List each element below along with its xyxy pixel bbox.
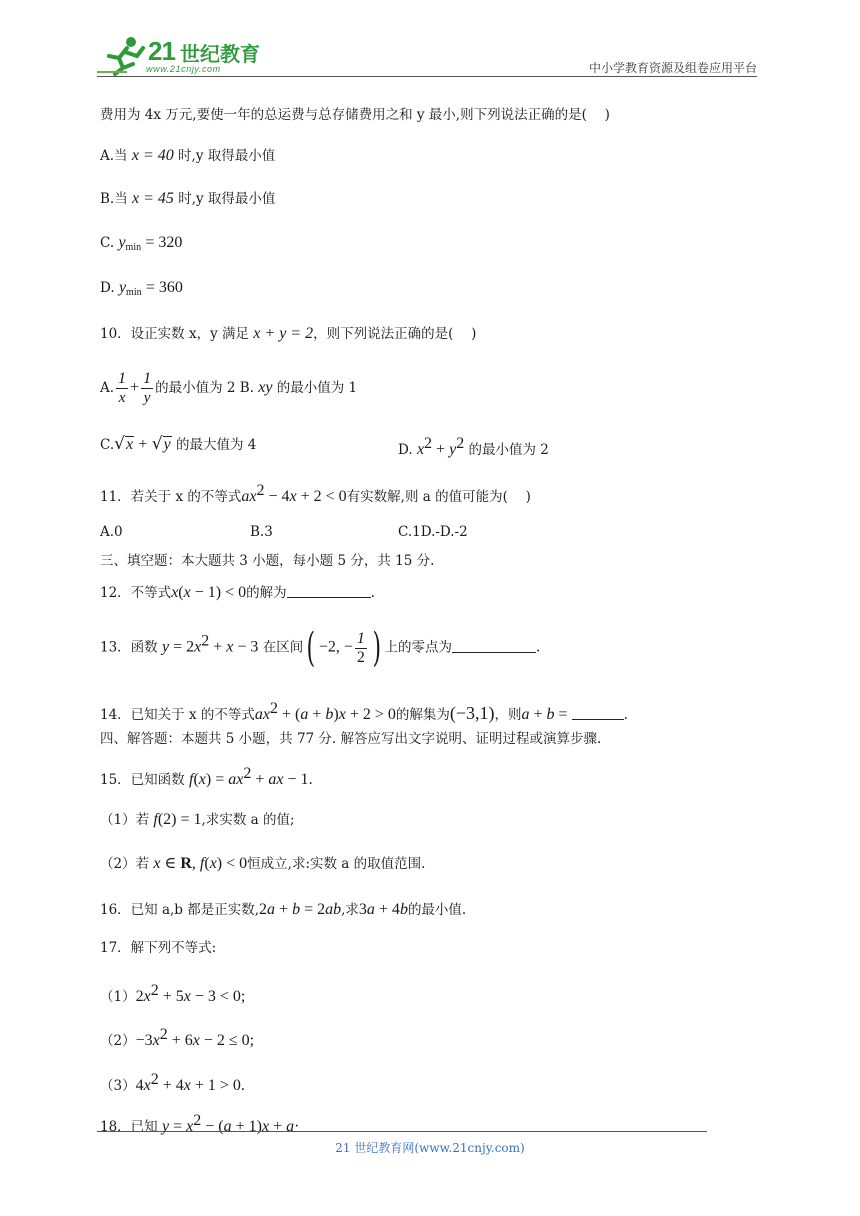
option-10a-10b: A. $\frac{1}{x}$ + $\frac{1}{y}$ 的最小值为 2 B. xy 的最小值为 1: [100, 370, 358, 406]
option-10d: D. $x^2 + y^2$ 的最小值为 2: [398, 435, 549, 458]
question-13: 13．函数 $y = 2x^2 + x - 3$ 在区间( −2, − $\frac{1}{2}$ ) 上的零点为 .: [100, 625, 541, 671]
question-15-part-2: （2）若 x ∈ R, f(x) < 0恒成立,求:实数 a 的取值范围.: [100, 855, 426, 872]
question-18-stem: 18．已知 $y = x^2 - (a + 1)x + a\cdot$: [100, 1112, 300, 1135]
option-9c: C. $y_{min} = 320$: [100, 234, 183, 253]
question-12: 12．不等式x(x − 1) < 0的解为 .: [100, 584, 375, 601]
answer-blank[interactable]: [452, 640, 536, 653]
question-15-stem: 15．已知函数 $f(x) = ax^2$ + ax − 1.: [100, 765, 313, 788]
runner-icon: [97, 34, 149, 76]
option-11a: A.0: [100, 524, 123, 540]
question-17-part-2: $(2)-3x^2 + 6x - 2 \le 0$;: [100, 1026, 255, 1049]
question-15-part-1: （1）若 f(2) = 1,求实数 a 的值;: [100, 811, 295, 828]
option-9d: D. $y_{min} = 360$: [100, 279, 183, 298]
question-16: 16．已知 a,b 都是正实数,2a + b = 2ab,求3a + 4b的最小值.: [100, 901, 467, 918]
logo-number: 21: [148, 36, 175, 66]
footer-text[interactable]: 21 世纪教育网(www.21cnjy.com): [335, 1141, 525, 1155]
option-11b: B.3: [250, 524, 273, 540]
logo-url: www.21cnjy.com: [146, 64, 221, 74]
question-9-stem: 费用为 4x 万元,要使一年的总运费与总存储费用之和 y 最小,则下列说法正确的是( ): [100, 107, 610, 123]
header-divider: [97, 76, 757, 77]
footer-divider: [97, 1131, 707, 1132]
section-4-heading: 四、解答题：本题共 5 小题，共 77 分. 解答应写出文字说明、证明过程或演算步骤.: [100, 731, 602, 747]
section-3-heading: 三、填空题：本大题共 3 小题，每小题 5 分，共 15 分.: [100, 553, 435, 569]
answer-blank[interactable]: [572, 707, 624, 720]
question-14: 14．已知关于 x 的不等式$ax^2 + (a + b)x + 2 > 0$的解集为(−3,1)，则a + b = .: [100, 700, 628, 723]
question-10-stem: 10．设正实数 x，y 满足 x + y = 2，则下列说法正确的是( ): [100, 325, 477, 342]
answer-blank[interactable]: [287, 585, 371, 598]
option-9a: A.当 x = 40 时,y 取得最小值: [100, 147, 276, 164]
option-11c-d: C.1D.-D.-2: [398, 524, 468, 540]
question-17-part-1: $(1)2x^2 + 5x - 3 < 0$;: [100, 982, 246, 1005]
site-name: 中小学教育资源及组卷应用平台: [588, 61, 757, 75]
question-17-part-3: $(3)4x^2 + 4x + 1 > 0$.: [100, 1071, 245, 1094]
option-10c: C.√x + √y 的最大值为 4: [100, 434, 257, 454]
question-17-stem: 17．解下列不等式:: [100, 940, 217, 956]
question-11-stem: 11．若关于 x 的不等式$ax^2 - 4x + 2 < 0$有实数解,则 a 的值可能为( ): [100, 482, 531, 505]
logo-text: 世纪教育: [180, 42, 260, 66]
option-9b: B.当 x = 45 时,y 取得最小值: [100, 190, 276, 207]
